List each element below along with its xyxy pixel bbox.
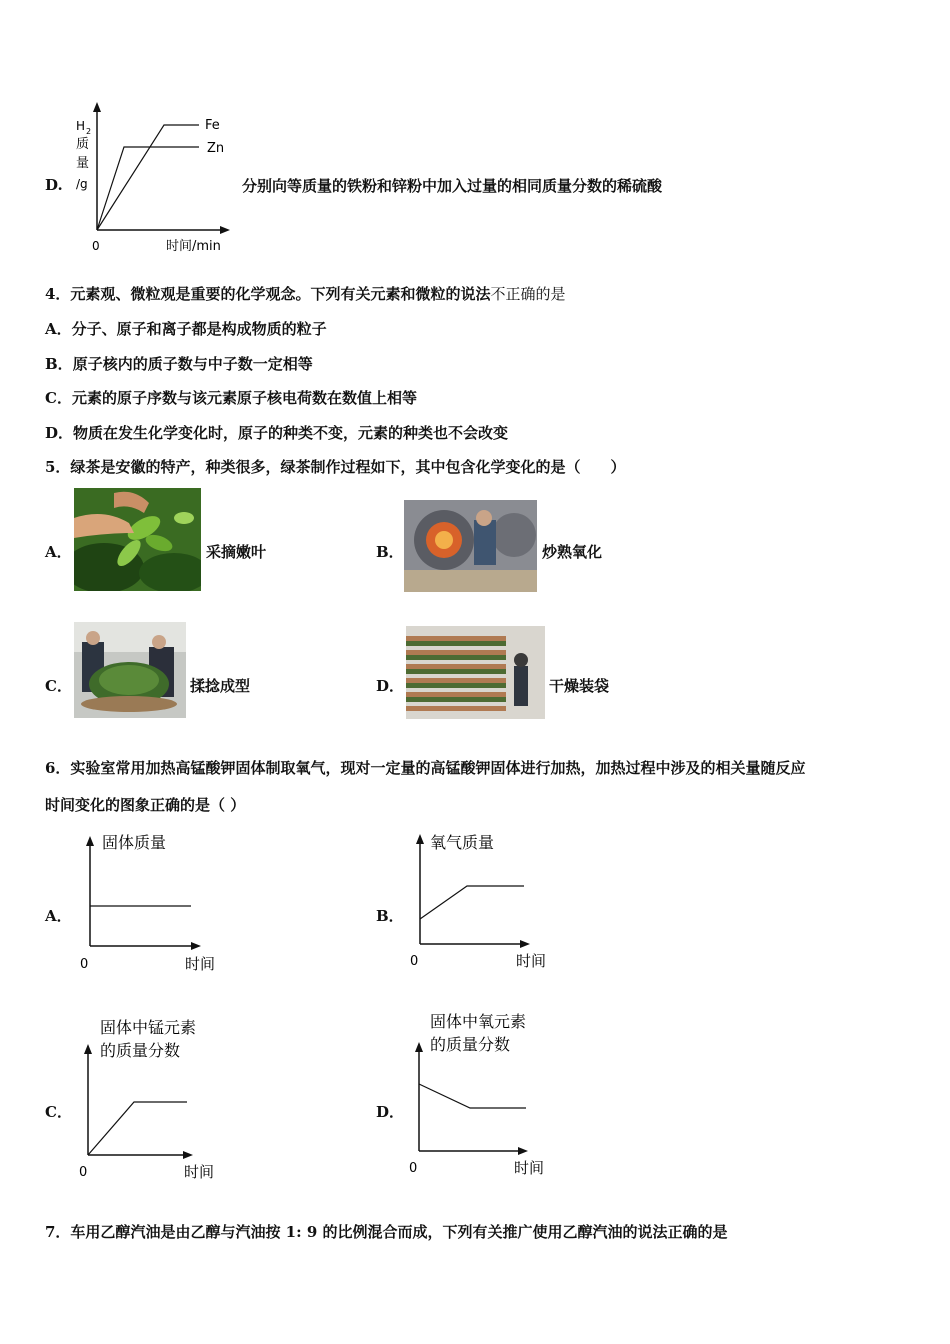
q4-option-d-letter: D．	[45, 424, 74, 442]
q6-b-xlabel: 时间	[516, 952, 547, 970]
q3-d-description: 分别向等质量的铁粉和锌粉中加入过量的相同质量分数的稀硫酸	[242, 177, 663, 195]
q3-d-xlabel: 时间/min	[166, 239, 221, 254]
q6-graph-d	[400, 1008, 580, 1178]
q4-option-c	[45, 388, 417, 408]
q6-b-line	[420, 886, 524, 919]
q3-d-y-arrow	[93, 102, 101, 112]
q4-option-b	[45, 354, 313, 374]
q6-b-x-arrow	[520, 940, 530, 948]
q3-d-fe-label: Fe	[205, 118, 220, 133]
q6-graph-c	[70, 1014, 250, 1184]
q6-stem-line1: 6．实验室常用加热高锰酸钾固体制取氧气，现对一定量的高锰酸钾固体进行加热，加热过程中涉及的相关量随反应	[45, 759, 806, 777]
q6-c-xlabel: 时间	[184, 1163, 215, 1181]
q3-d-ylabel-sub: 2	[86, 127, 92, 136]
q6-d-origin: 0	[409, 1161, 418, 1176]
q6-a-x-arrow	[191, 942, 201, 950]
q3-option-d-letter: D.	[45, 176, 63, 194]
q5-option-c-letter: C．	[45, 677, 72, 695]
tea-drying-image	[406, 626, 545, 719]
q5-stem: 5．绿茶是安徽的特产，种类很多，绿茶制作过程如下，其中包含化学变化的是（ ）	[45, 458, 626, 476]
q7-stem: 7．车用乙醇汽油是由乙醇与汽油按 1: 9 的比例混合而成，下列有关推广使用乙醇汽油的说法正确的是	[45, 1223, 728, 1241]
q6-stem-line2: 时间变化的图象正确的是（ ）	[45, 796, 246, 814]
q4-option-c-text: 元素的原子序数与该元素原子核电荷数在数值上相等	[71, 389, 417, 407]
q4-option-d-text: 物质在发生化学变化时，原子的种类不变，元素的种类也不会改变	[73, 424, 509, 442]
q5-option-c-photo	[74, 622, 186, 718]
q6-a-origin: 0	[80, 957, 89, 972]
q6-a-y-arrow	[86, 836, 94, 846]
q6-c-x-arrow	[183, 1151, 193, 1159]
q6-c-y-arrow	[84, 1044, 92, 1054]
q6-option-c-letter: C．	[45, 1103, 72, 1121]
q4-option-a	[45, 319, 327, 339]
q3-d-ylabel-h: H	[76, 119, 86, 133]
q6-d-ylabel2: 的质量分数	[430, 1035, 511, 1054]
q6-a-xlabel: 时间	[185, 955, 216, 973]
q5-option-a-caption: 采摘嫩叶	[206, 543, 267, 561]
q3-d-ylabel-liang: 量	[76, 156, 90, 171]
q3-d-x-arrow	[220, 226, 230, 234]
q3-d-origin: 0	[92, 239, 100, 253]
q6-c-ylabel1: 固体中锰元素	[100, 1018, 197, 1037]
q5-option-a-letter: A．	[45, 543, 72, 561]
q3-d-ylabel-unit: /g	[76, 177, 88, 191]
q5-option-b-letter: B．	[376, 543, 404, 561]
q3-d-fe-line	[97, 125, 199, 230]
q4-stem-emphasis: 不正确的是	[490, 285, 566, 303]
q6-option-b-letter: B．	[376, 907, 404, 925]
q6-c-ylabel2: 的质量分数	[100, 1041, 181, 1060]
q6-d-line	[419, 1084, 526, 1108]
tea-roasting-image	[404, 500, 537, 592]
q4-option-c-letter: C．	[45, 389, 72, 407]
q6-option-d-letter: D．	[376, 1103, 405, 1121]
q6-c-origin: 0	[79, 1165, 88, 1180]
q6-graph-b	[400, 828, 570, 978]
q5-option-a-photo	[74, 488, 201, 591]
q3-d-zn-line	[97, 147, 199, 230]
q4-option-a-letter: A．	[45, 320, 72, 338]
q5-option-d-photo	[406, 626, 545, 719]
q4-stem	[45, 284, 565, 304]
q5-option-d-caption: 干燥装袋	[549, 677, 610, 695]
q5-option-b-photo	[404, 500, 537, 592]
q3-d-graph	[64, 100, 244, 260]
q6-b-origin: 0	[410, 954, 419, 969]
tea-picking-image	[74, 488, 201, 591]
q6-d-x-arrow	[518, 1147, 528, 1155]
tea-rolling-image	[74, 622, 186, 718]
q6-b-y-arrow	[416, 834, 424, 844]
q6-d-xlabel: 时间	[514, 1159, 545, 1177]
q3-d-zn-label: Zn	[207, 141, 225, 156]
q6-c-line	[88, 1102, 187, 1155]
q5-option-c-caption: 揉捻成型	[190, 677, 251, 695]
q5-option-b-caption: 炒熟氧化	[542, 543, 603, 561]
q5-option-d-letter: D．	[376, 677, 405, 695]
q4-option-a-text: 分子、原子和离子都是构成物质的粒子	[71, 320, 327, 338]
q4-option-d	[45, 423, 508, 443]
q4-option-b-text: 原子核内的质子数与中子数一定相等	[72, 355, 313, 373]
q4-stem-part1: 4．元素观、微粒观是重要的化学观念。下列有关元素和微粒的说法	[45, 285, 491, 303]
q3-d-ylabel-zhi: 质	[76, 137, 90, 152]
q6-option-a-letter: A．	[45, 907, 72, 925]
q6-graph-a	[70, 828, 240, 978]
q6-d-ylabel1: 固体中氧元素	[430, 1012, 527, 1031]
q6-a-ylabel: 固体质量	[102, 833, 167, 852]
q6-b-ylabel: 氧气质量	[430, 833, 495, 852]
q4-option-b-letter: B．	[45, 355, 73, 373]
q6-d-y-arrow	[415, 1042, 423, 1052]
